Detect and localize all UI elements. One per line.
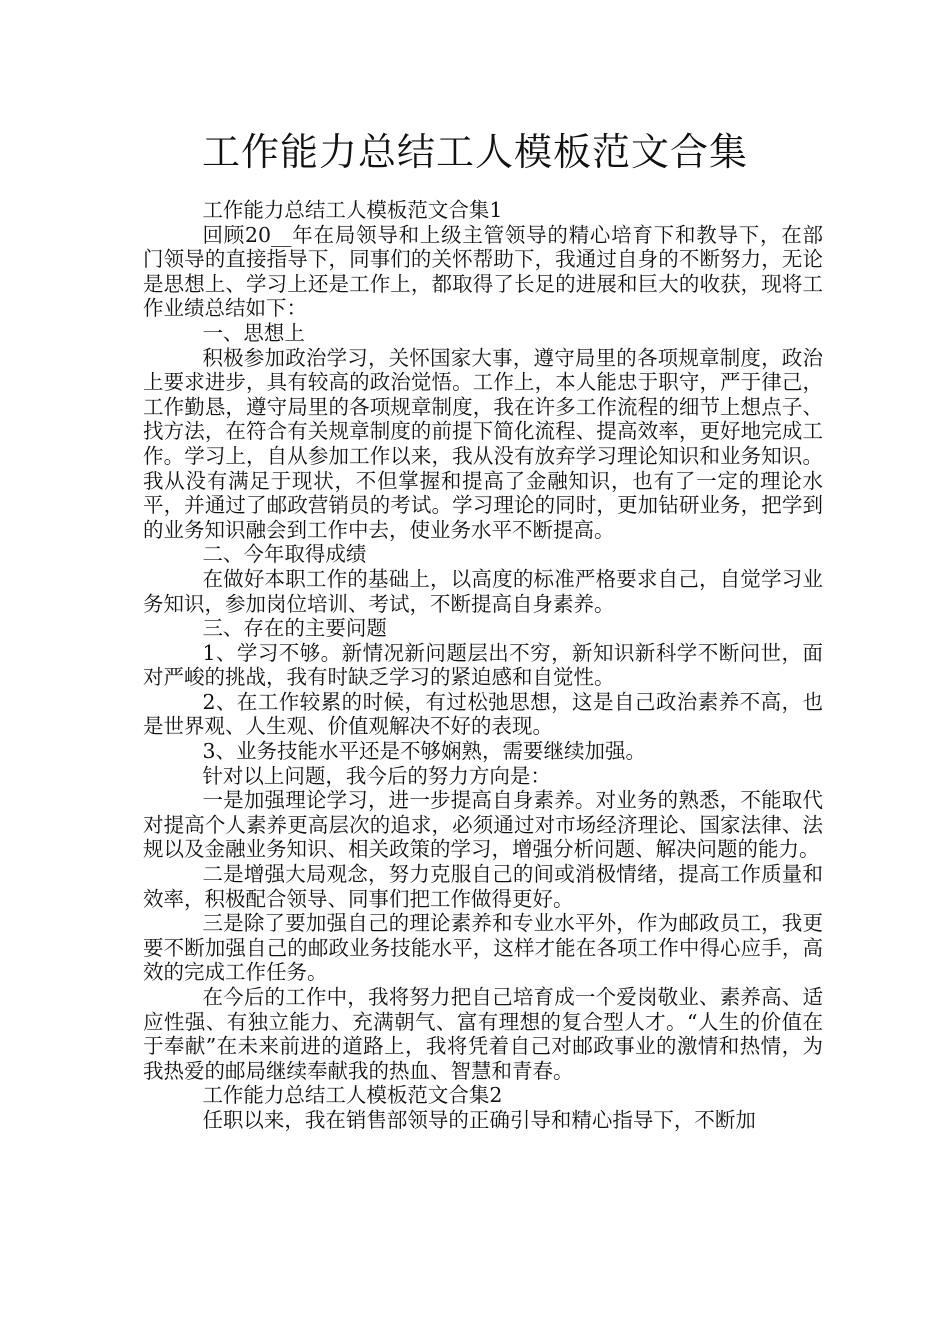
paragraph: 二是增强大局观念，努力克服自己的间或消极情绪，提高工作质量和效率，积极配合领导、同事们把工作做得更好。 (143, 862, 823, 911)
paragraph: 3、业务技能水平还是不够娴熟，需要继续加强。 (202, 739, 646, 764)
section-heading: 三、存在的主要问题 (202, 616, 387, 641)
document-title: 工作能力总结工人模板范文合集 (201, 130, 748, 174)
paragraph: 回顾20__年在局领导和上级主管领导的精心培育下和教导下，在部门领导的直接指导下，同事们的关怀帮助下，我通过自身的不断努力，无论是思想上、学习上还是工作上，都取得了长足的进展和巨大的收获，现将工作业绩总结如下： (143, 222, 823, 321)
paragraph: 针对以上问题，我今后的努力方向是： (202, 763, 551, 788)
section-heading: 工作能力总结工人模板范文合集2 (202, 1083, 503, 1108)
section-heading: 工作能力总结工人模板范文合集1 (202, 198, 503, 222)
paragraph: 任职以来，我在销售部领导的正确引导和精心指导下，不断加 (202, 1107, 756, 1132)
paragraph: 积极参加政治学习，关怀国家大事，遵守局里的各项规章制度，政治上要求进步，具有较高的政治觉悟。工作上，本人能忠于职守，严于律己，工作勤恳，遵守局里的各项规章制度，我在许多工作流程的细节上想点子、找方法，在符合有关规章制度的前提下简化流程、提高效率，更好地完成工作。学习上，自从参加工作以来，我从没有放弃学习理论知识和业务知识。我从没有满足于现状，不但掌握和提高了金融知识，也有了一定的理论水平，并通过了邮政营销员的考试。学习理论的同时，更加钻研业务，把学到的业务知识融会到工作中去，使业务水平不断提高。 (143, 345, 823, 542)
section-heading: 一、思想上 (202, 320, 305, 345)
paragraph: 在今后的工作中，我将努力把自己培育成一个爱岗敬业、素养高、适应性强、有独立能力、充满朝气、富有理想的复合型人才。“人生的价值在于奉献”在未来前进的道路上，我将凭着自己对邮政事业的激情和热情，为我热爱的邮局继续奉献我的热血、智慧和青春。 (143, 985, 823, 1083)
section-heading: 二、今年取得成绩 (202, 542, 367, 567)
paragraph: 2、在工作较累的时候，有过松弛思想，这是自己政治素养不高，也是世界观、人生观、价值观解决不好的表现。 (143, 689, 823, 739)
paragraph: 一是加强理论学习，进一步提高自身素养。对业务的熟悉，不能取代对提高个人素养更高层次的追求，必须通过对市场经济理论、国家法律、法规以及金融业务知识、相关政策的学习，增强分析问题、解决问题的能力。 (143, 788, 823, 862)
paragraph: 1、学习不够。新情况新问题层出不穷，新知识新科学不断问世，面对严峻的挑战，我有时缺乏学习的紧迫感和自觉性。 (143, 640, 823, 690)
document-body (143, 198, 823, 1133)
paragraph: 在做好本职工作的基础上，以高度的标准严格要求自己，自觉学习业务知识，参加岗位培训、考试，不断提高自身素养。 (143, 566, 823, 616)
paragraph: 三是除了要加强自己的理论素养和专业水平外，作为邮政员工，我更要不断加强自己的邮政业务技能水平，这样才能在各项工作中得心应手，高效的完成工作任务。 (143, 911, 823, 985)
